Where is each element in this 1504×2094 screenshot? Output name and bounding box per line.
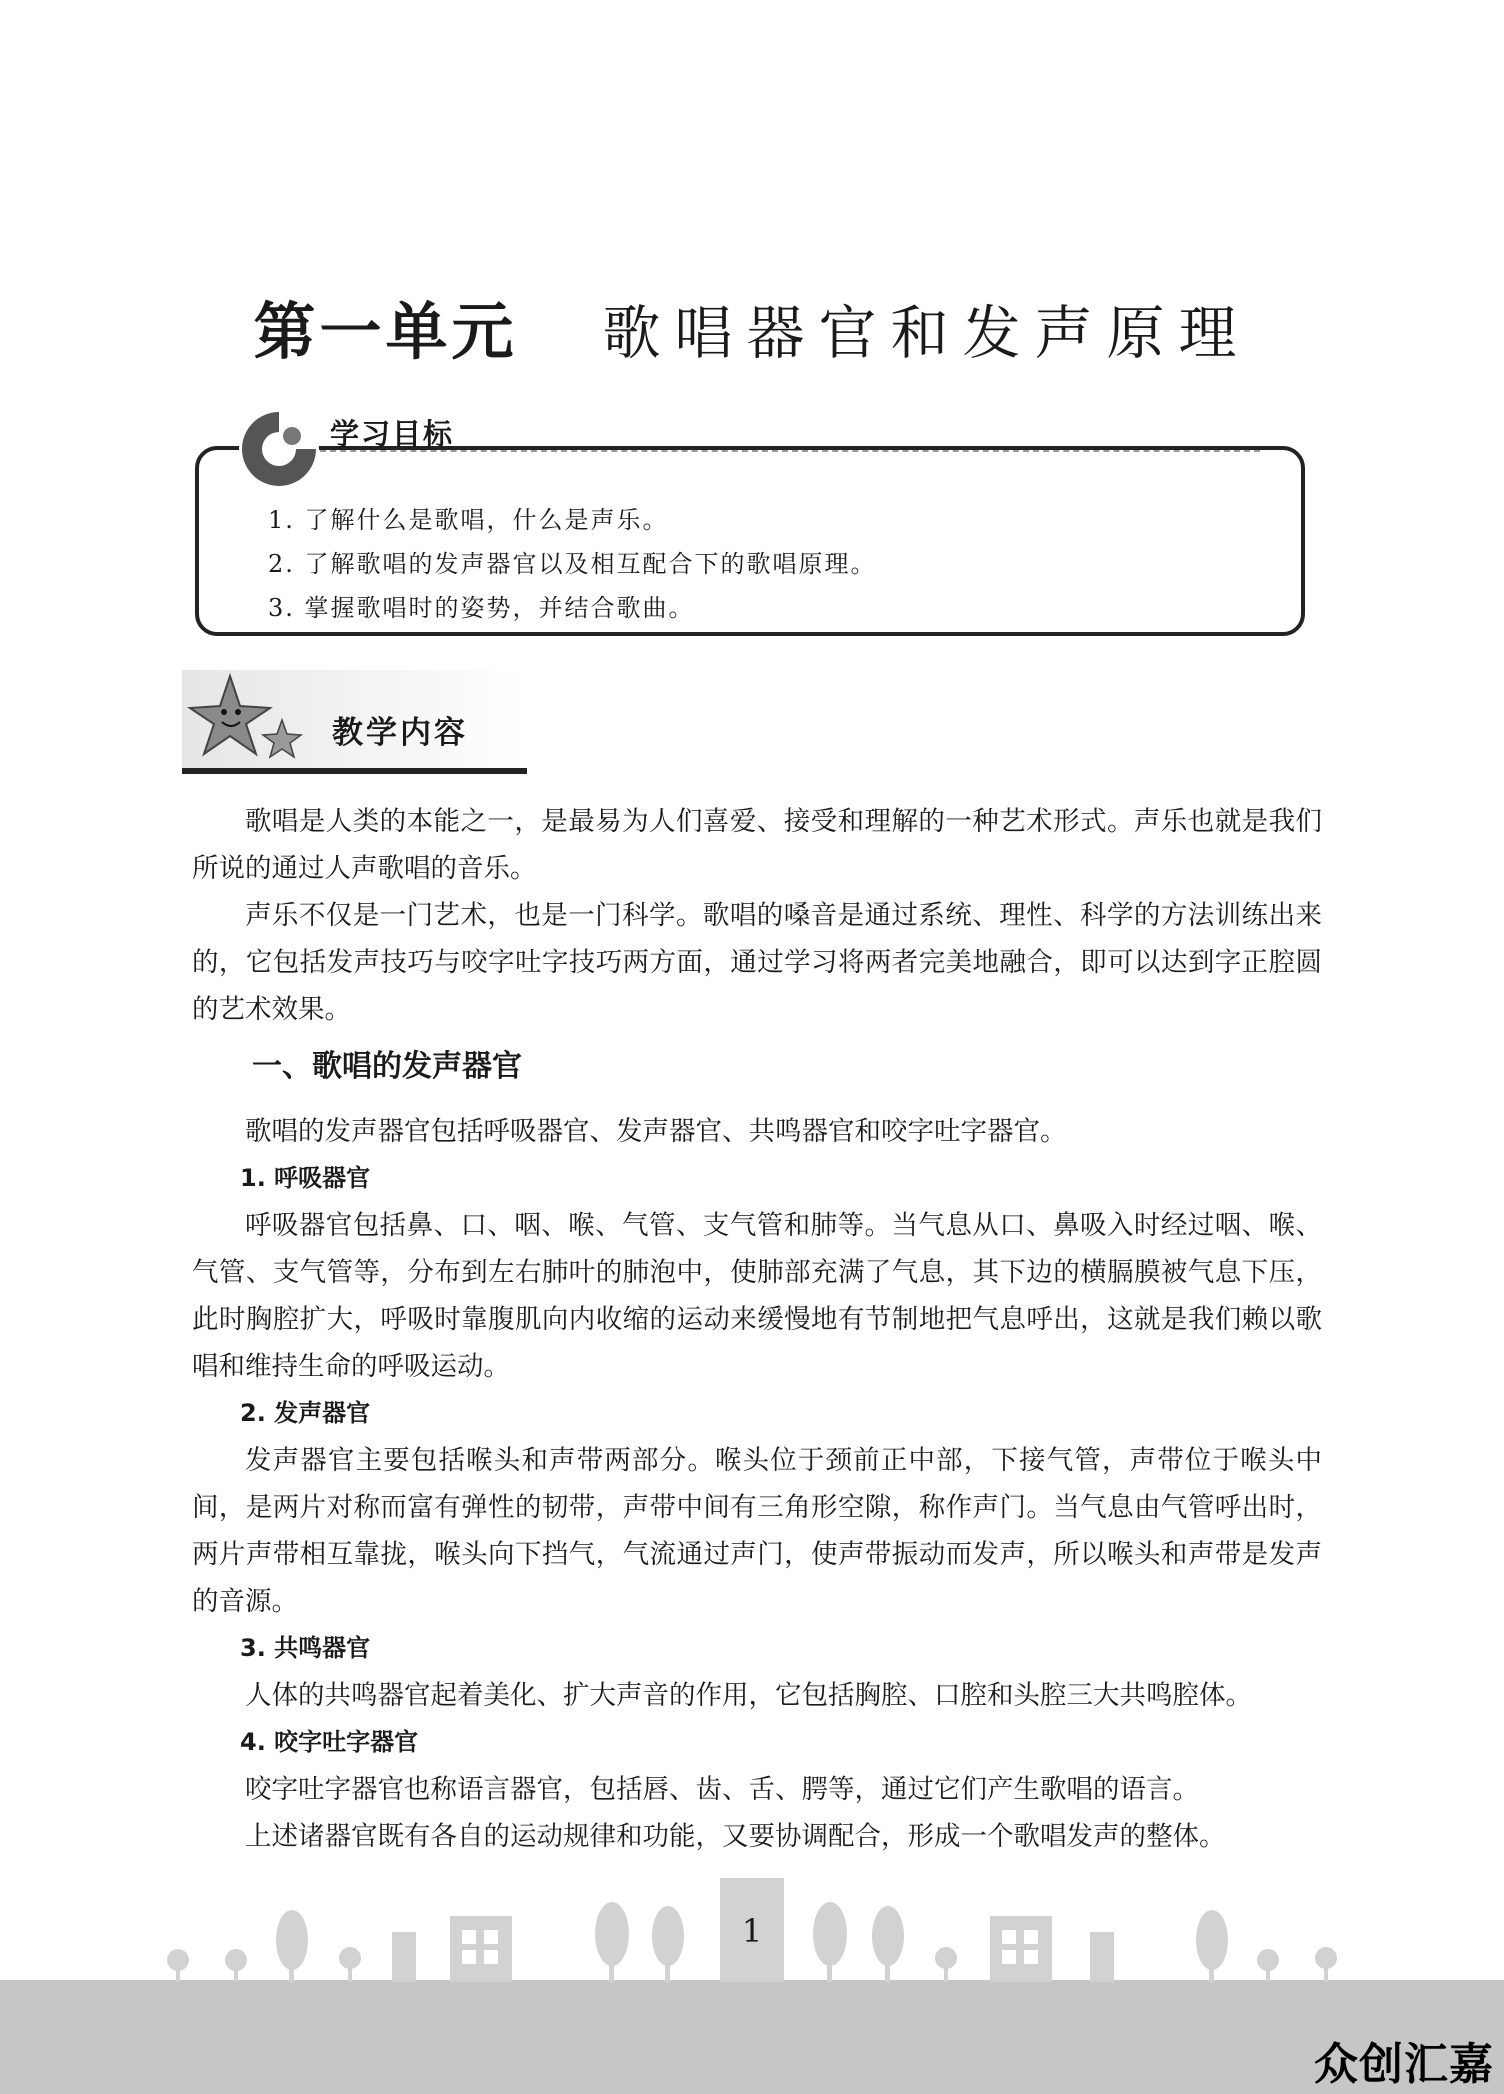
objectives-logo-icon xyxy=(236,406,322,492)
objective-item: 3. 掌握歌唱时的姿势，并结合歌曲。 xyxy=(268,594,695,622)
paragraph: 歌唱的发声器官包括呼吸器官、发声器官、共鸣器官和咬字吐字器官。 xyxy=(245,1116,1067,1147)
paragraph: 歌唱是人类的本能之一，是最易为人们喜爱、接受和理解的一种艺术形式。声乐也就是我们所说的通过人声歌唱的音乐。 xyxy=(192,806,1322,884)
footer-cityscape xyxy=(0,1878,1504,2094)
subsection-heading: 1. 呼吸器官 xyxy=(240,1164,371,1192)
paragraph: 咬字吐字器官也称语言器官，包括唇、齿、舌、腭等，通过它们产生歌唱的语言。 xyxy=(245,1774,1199,1805)
objective-item: 2. 了解歌唱的发声器官以及相互配合下的歌唱原理。 xyxy=(268,550,877,578)
paragraph: 发声器官主要包括喉头和声带两部分。喉头位于颈前正中部，下接气管，声带位于喉头中间，是两片对称而富有弹性的韧带，声带中间有三角形空隙，称作声门。当气息由气管呼出时，两片声带相互靠拢，喉头向下挡气，气流通过声门，使声带振动而发声，所以喉头和声带是发声的音源。 xyxy=(192,1445,1322,1617)
unit-title xyxy=(0,282,1504,371)
unit-number: 第一单元 xyxy=(253,295,518,368)
section-heading: 一、歌唱的发声器官 xyxy=(252,1049,522,1084)
paragraph: 呼吸器官包括鼻、口、咽、喉、气管、支气管和肺等。当气息从口、鼻吸入时经过咽、喉、气管、支气管等，分布到左右肺叶的肺泡中，使肺部充满了气息，其下边的横膈膜被气息下压，此时胸腔扩大，呼吸时靠腹肌向内收缩的运动来缓慢地有节制地把气息呼出，这就是我们赖以歌唱和维持生命的呼吸运动。 xyxy=(192,1210,1322,1382)
objectives-title: 学习目标 xyxy=(330,417,455,451)
paragraph: 上述诸器官既有各自的运动规律和功能，又要协调配合，形成一个歌唱发声的整体。 xyxy=(245,1821,1226,1852)
body-text xyxy=(192,798,1322,1860)
subsection-heading: 2. 发声器官 xyxy=(240,1399,371,1427)
paragraph: 声乐不仅是一门艺术，也是一门科学。歌唱的嗓音是通过系统、理性、科学的方法训练出来的，它包括发声技巧与咬字吐字技巧两方面，通过学习将两者完美地融合，即可以达到字正腔圆的艺术效果。 xyxy=(192,900,1322,1025)
subsection-heading: 4. 咬字吐字器官 xyxy=(240,1728,419,1756)
teaching-title: 教学内容 xyxy=(332,715,468,751)
watermark: 众创汇嘉 xyxy=(1314,2039,1494,2090)
subsection-heading: 3. 共鸣器官 xyxy=(240,1634,371,1662)
objective-item: 1. 了解什么是歌唱，什么是声乐。 xyxy=(268,506,669,534)
unit-name: 歌唱器官和发声原理 xyxy=(602,299,1251,367)
page-number: 1 xyxy=(741,1912,763,1950)
objectives-list xyxy=(268,498,877,630)
paragraph: 人体的共鸣器官起着美化、扩大声音的作用，它包括胸腔、口腔和头腔三大共鸣腔体。 xyxy=(245,1680,1252,1711)
